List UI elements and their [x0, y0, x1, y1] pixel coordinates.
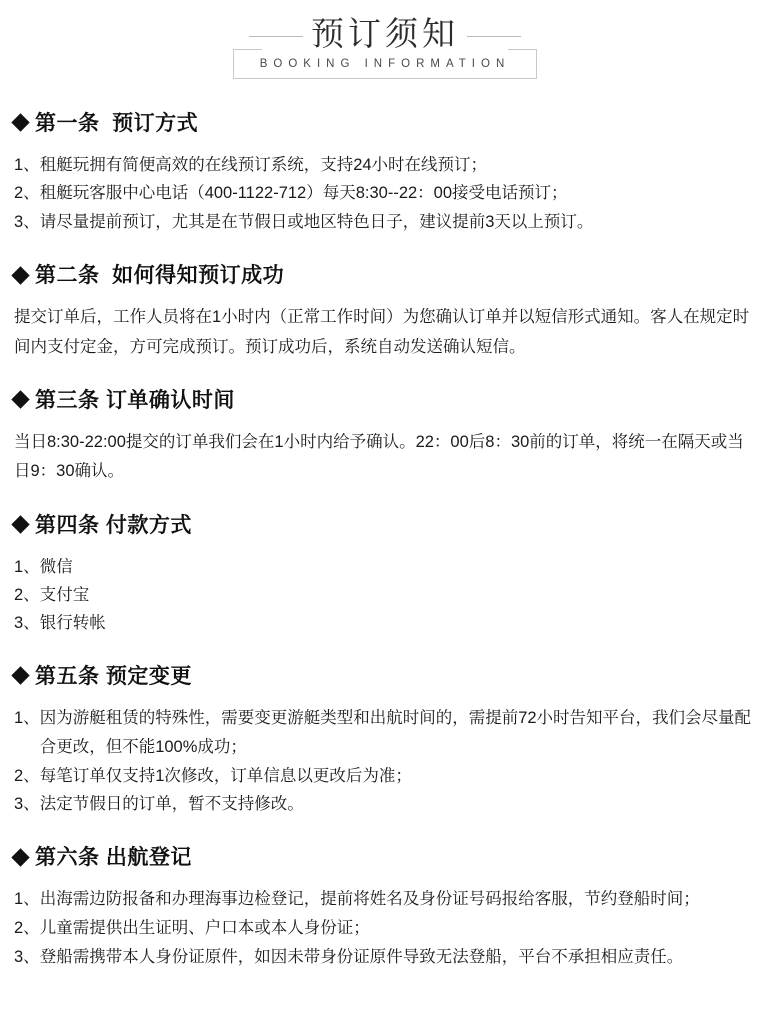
section-order-confirm-time [14, 384, 756, 487]
list-item-number: 1、 [14, 155, 40, 174]
section-heading [14, 384, 756, 414]
section-heading-label: 第三条 订单确认时间 [35, 388, 235, 412]
list-item-text: 出海需边防报备和办理海事边检登记，提前将姓名及身份证号码报给客服，节约登船时间； [39, 890, 700, 909]
section-list [14, 553, 756, 638]
section-heading-label: 第一条 预订方式 [35, 111, 199, 135]
list-item [14, 762, 756, 791]
list-item [14, 609, 756, 637]
page-subtitle: BOOKING INFORMATION [259, 57, 511, 70]
section-list [14, 885, 756, 972]
list-item-text: 租艇玩拥有简便高效的在线预订系统，支持24小时在线预订； [39, 155, 488, 174]
diamond-bullet-icon [11, 667, 29, 685]
list-item-number: 2、 [14, 586, 40, 605]
page-title: 预订须知 [311, 15, 459, 52]
list-item [14, 179, 756, 208]
section-heading [14, 107, 756, 137]
diamond-bullet-icon [11, 515, 29, 533]
list-item [14, 943, 756, 972]
section-heading [14, 509, 756, 539]
diamond-bullet-icon [11, 266, 29, 284]
list-item-text: 微信 [39, 557, 73, 576]
list-item-number: 3、 [14, 795, 40, 814]
list-item-text: 登船需携带本人身份证原件，如因未带身份证原件导致无法登船，平台不承担相应责任。 [39, 948, 684, 967]
section-payment-methods [14, 509, 756, 638]
list-item-text: 银行转帐 [39, 614, 106, 633]
section-departure-registration [14, 841, 756, 972]
list-item-text: 每笔订单仅支持1次修改，订单信息以更改后为准； [39, 766, 412, 785]
list-item-text: 儿童需提供出生证明、户口本或本人身份证； [39, 919, 370, 938]
section-heading-label: 第二条 如何得知预订成功 [35, 264, 285, 288]
list-item-number: 2、 [14, 919, 40, 938]
list-item [14, 151, 756, 180]
section-booking-methods [14, 107, 756, 238]
list-item-number: 1、 [14, 890, 40, 909]
section-heading [14, 841, 756, 871]
list-item [14, 208, 756, 237]
section-paragraph: 提交订单后，工作人员将在1小时内（正常工作时间）为您确认订单并以短信形式通知。客人在规定时间内支付定金，方可完成预订。预订成功后，系统自动发送确认短信。 [14, 308, 750, 356]
list-item [14, 885, 756, 914]
list-item-number: 2、 [14, 766, 40, 785]
section-confirmation-notice [14, 259, 756, 362]
list-item-text: 请尽量提前预订，尤其是在节假日或地区特色日子，建议提前3天以上预订。 [39, 213, 594, 232]
list-item-number: 3、 [14, 213, 40, 232]
section-booking-change [14, 660, 756, 820]
section-list [14, 151, 756, 238]
list-item-number: 2、 [14, 184, 40, 203]
section-heading-label: 第六条 出航登记 [35, 846, 192, 870]
section-paragraph: 当日8:30-22:00提交的订单我们会在1小时内给予确认。22：00后8：30前的订单，将统一在隔天或当日9：30确认。 [14, 432, 744, 481]
section-heading-label: 第四条 付款方式 [35, 513, 192, 537]
list-item [14, 790, 756, 819]
list-item-text: 租艇玩客服中心电话（400-1122-712）每天8:30--22：00接受电话预订； [39, 184, 568, 203]
title-rule-right-decoration [467, 36, 521, 37]
list-item-text: 法定节假日的订单，暂不支持修改。 [39, 795, 304, 814]
list-item-text: 因为游艇租赁的特殊性，需要变更游艇类型和出航时间的，需提前72小时告知平台，我们会尽量配合更改，但不能100%成功； [39, 708, 752, 756]
diamond-bullet-icon [11, 391, 29, 409]
list-item [14, 581, 756, 609]
list-item [14, 914, 756, 943]
section-heading [14, 259, 756, 289]
document-header [14, 0, 756, 85]
diamond-bullet-icon [11, 848, 29, 866]
section-heading-label: 第五条 预定变更 [35, 664, 192, 688]
section-list [14, 704, 756, 820]
list-item [14, 704, 756, 762]
list-item-text: 支付宝 [39, 586, 90, 605]
subtitle-box [233, 49, 538, 79]
list-item [14, 553, 756, 581]
list-item-number: 1、 [14, 557, 40, 576]
diamond-bullet-icon [11, 113, 29, 131]
section-heading [14, 660, 756, 690]
list-item-number: 3、 [14, 948, 40, 967]
list-item-number: 1、 [14, 708, 40, 727]
list-item-number: 3、 [14, 614, 40, 633]
